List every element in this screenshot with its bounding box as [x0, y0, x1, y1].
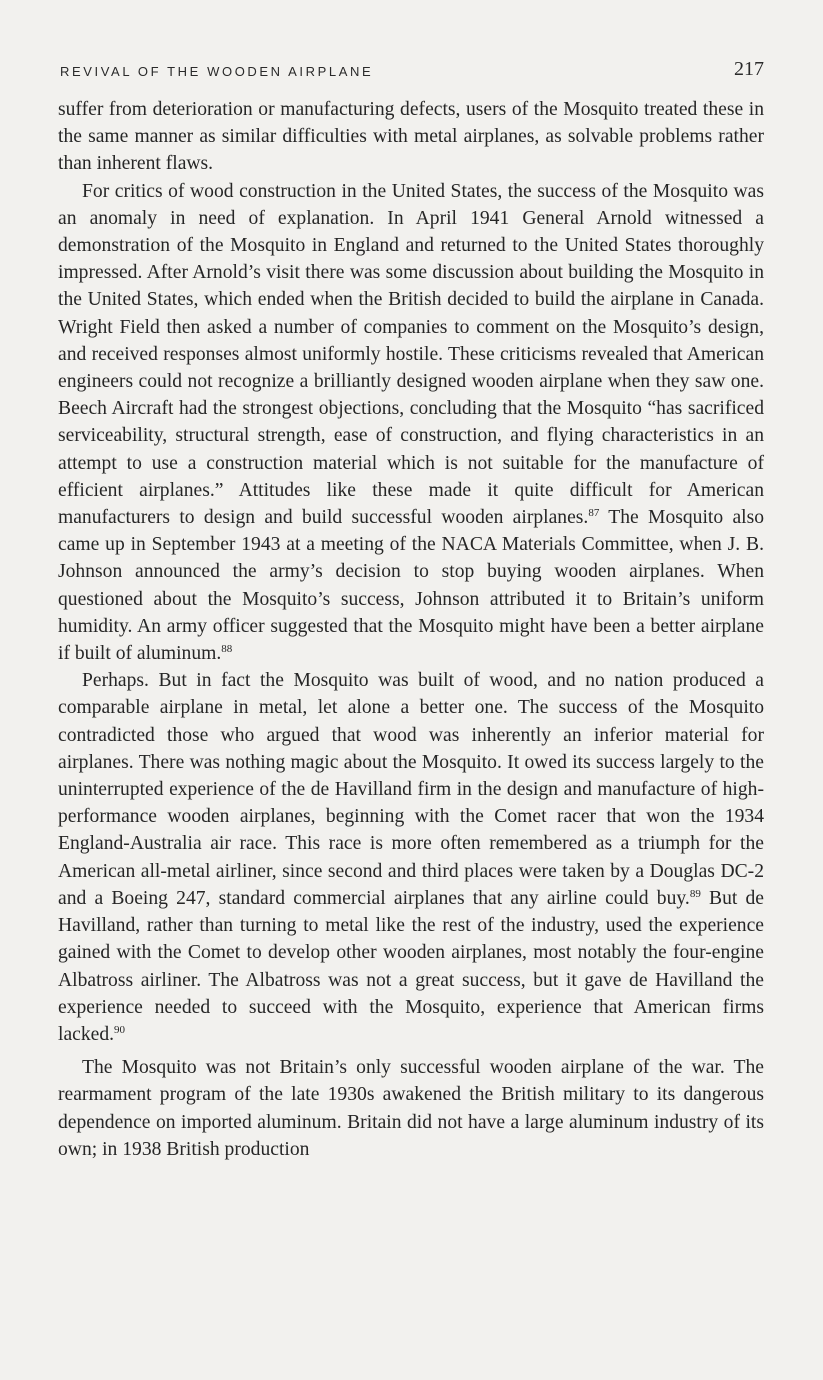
paragraph-3-text-a: Perhaps. But in fact the Mosquito was built of wood, and no nation produced a comparable airplane in metal, let alone a better one. The success of the Mosquito contradicted those who argued that wood was inherently an inferior material for airplanes. There was nothing magic about the Mosquito. It owed its success largely to the uninterrupted experience of the de Havilland firm in the design and manufacture of high-performance wooden airplanes, beginning with the Comet racer that won the 1934 England-Australia air race. This race is more often remembered as a triumph for the American all-metal airliner, since second and third places were taken by a Douglas DC-2 and a Boeing 247, standard commercial airplanes that any airline could buy.	[58, 670, 764, 909]
running-head	[58, 56, 764, 86]
footnote-ref-88: 88	[221, 643, 233, 656]
paragraph-mosquito-critics	[58, 178, 764, 668]
body-text	[58, 96, 764, 1163]
paragraph-1-text: suffer from deterioration or manufacturing defects, users of the Mosquito treated these in the same manner as similar difficulties with metal airplanes, as solvable problems rather than inherent flaws.	[58, 99, 764, 175]
paragraph-de-havilland	[58, 667, 764, 1048]
paragraph-continued	[58, 96, 764, 178]
paragraph-2-text-a: For critics of wood construction in the United States, the success of the Mosquito was an anomaly in need of explanation. In April 1941 General Arnold witnessed a demonstration of the Mosquito in England and returned to the United States thoroughly impressed. After Arnold’s visit there was some discussion about building the Mosquito in the United States, which ended when the British decided to build the airplane in Canada. Wright Field then asked a number of companies to comment on the Mosquito’s design, and received responses almost uniformly hostile. These criticisms revealed that American engineers could not recognize a brilliantly designed wooden airplane when they saw one. Beech Aircraft had the strongest objections, concluding that the Mosquito “has sacrificed serviceability, structural strength, ease of construction, and flying characteristics in an attempt to use a construction material which is not suitable for the manufacture of efficient airplanes.” Attitudes like these made it quite difficult for American manufacturers to design and build successful wooden airplanes.	[58, 180, 764, 529]
paragraph-4-text: The Mosquito was not Britain’s only successful wooden airplane of the war. The rearmament program of the late 1930s awakened the British military to its dangerous dependence on imported aluminum. Britain did not have a large aluminum industry of its own; in 1938 British production	[58, 1057, 764, 1160]
paragraph-2-text-b: The Mosquito also came up in September 1943 at a meeting of the NACA Materials Committee, when J. B. Johnson announced the army’s decision to stop buying wooden airplanes. When questioned about the Mosquito’s success, Johnson attributed it to Britain’s uniform humidity. An army officer suggested that the Mosquito might have been a better airplane if built of aluminum.	[58, 507, 765, 665]
book-page	[58, 0, 764, 1380]
page-number: 217	[734, 58, 764, 80]
running-title: REVIVAL OF THE WOODEN AIRPLANE	[60, 64, 374, 79]
paragraph-british-wooden-airplanes	[58, 1054, 764, 1163]
footnote-ref-87: 87	[588, 507, 600, 520]
paragraph-3-text-b: But de Havilland, rather than turning to metal like the rest of the industry, used the experience gained with the Comet to develop other wooden airplanes, most notably the four-engine Albatross airliner. The Albatross was not a great success, but it gave de Havilland the experience needed to succeed with the Mosquito, experience that American firms lacked.	[58, 887, 764, 1045]
footnote-ref-90: 90	[114, 1023, 126, 1036]
footnote-ref-89: 89	[689, 887, 701, 900]
